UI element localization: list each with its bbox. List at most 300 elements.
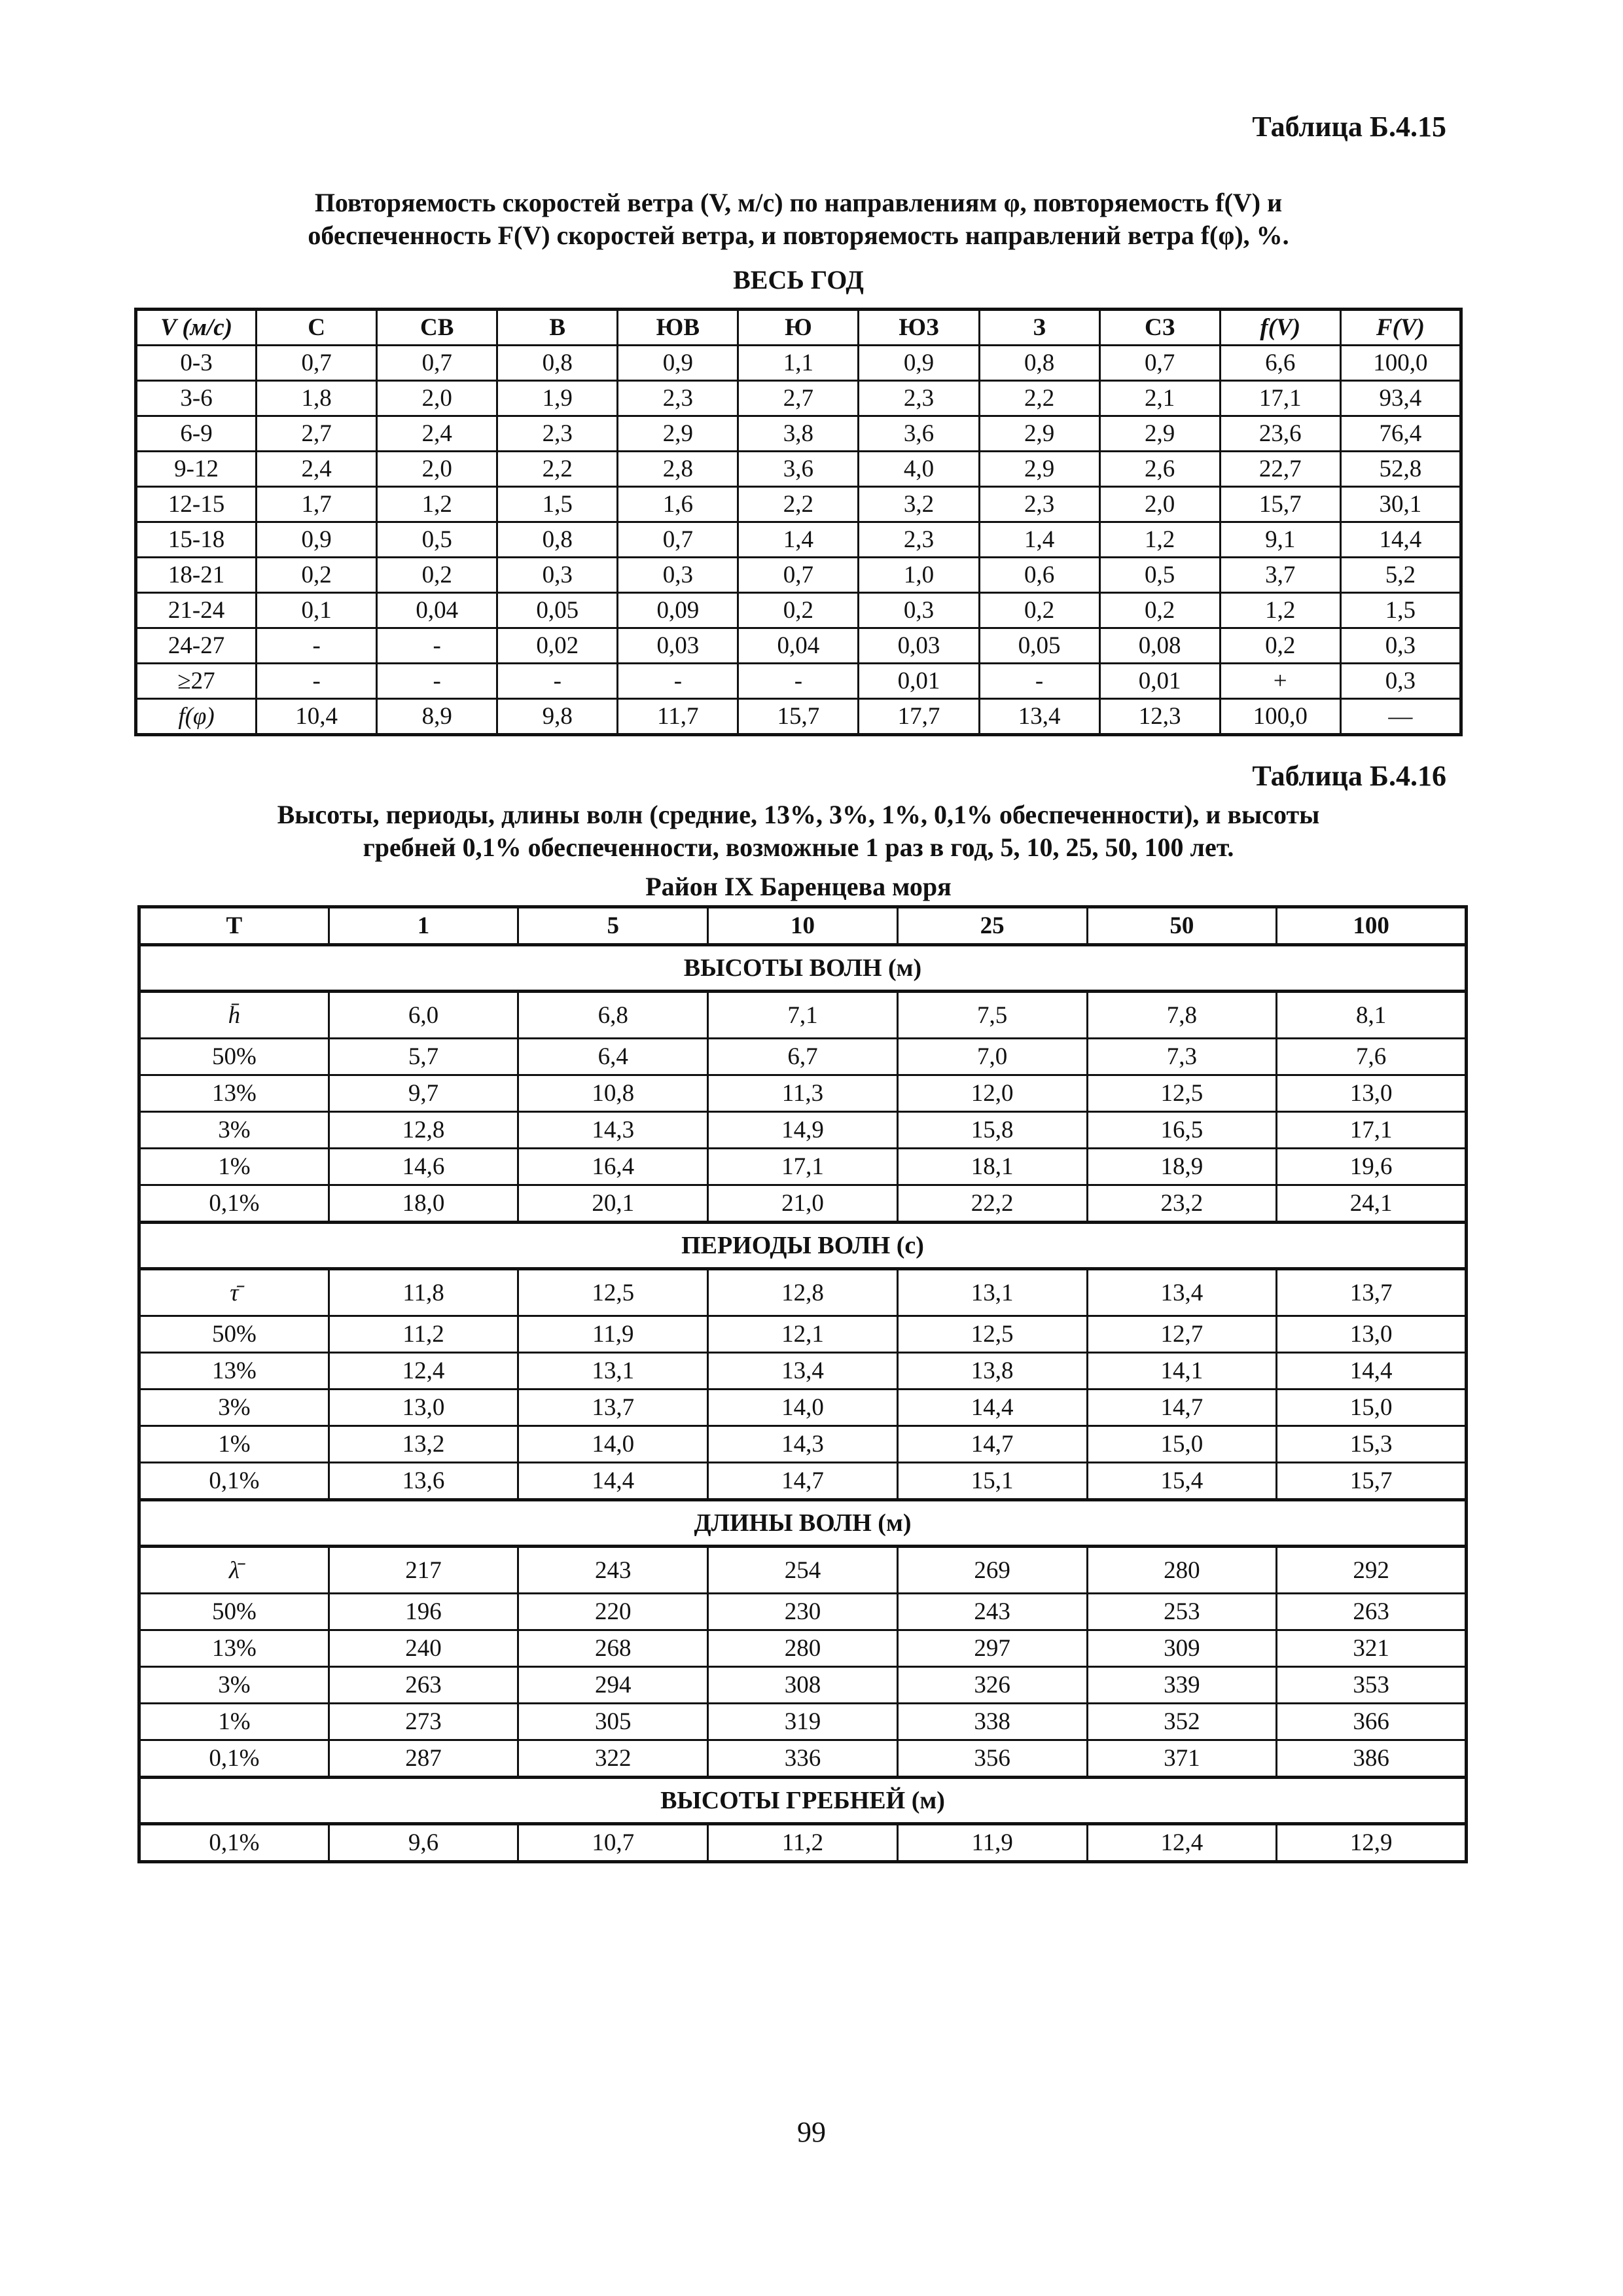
table-cell: 22,2 <box>897 1185 1087 1223</box>
table-cell: 3,7 <box>1220 558 1340 593</box>
table-cell: 2,0 <box>1099 487 1220 522</box>
table-cell: 2,0 <box>377 381 497 416</box>
column-header: ЮЗ <box>859 310 979 346</box>
table-cell: 17,7 <box>859 699 979 735</box>
table-cell: - <box>618 664 738 699</box>
table-cell: 14,4 <box>518 1463 708 1500</box>
table-cell: 240 <box>329 1630 518 1667</box>
table-cell: 6,7 <box>708 1039 898 1075</box>
table-cell: 1,2 <box>1099 522 1220 558</box>
table-cell: 14,7 <box>897 1426 1087 1463</box>
table-cell: 0,5 <box>377 522 497 558</box>
section-title: ВЫСОТЫ ГРЕБНЕЙ (м) <box>139 1778 1467 1824</box>
table-cell: 2,6 <box>1099 452 1220 487</box>
table-row <box>136 487 1461 522</box>
table-cell: 100,0 <box>1340 346 1461 381</box>
table-cell: 1,1 <box>738 346 859 381</box>
table-cell: - <box>257 628 377 664</box>
table-row <box>136 452 1461 487</box>
table-15-label: Таблица Б.4.15 <box>1252 111 1446 143</box>
table-cell: 2,2 <box>497 452 618 487</box>
column-header: 1 <box>329 907 518 945</box>
table-cell: 0,3 <box>497 558 618 593</box>
column-header: 100 <box>1277 907 1467 945</box>
section-title: ВЫСОТЫ ВОЛН (м) <box>139 945 1467 992</box>
table-cell: 308 <box>708 1667 898 1704</box>
row-label: 21-24 <box>136 593 257 628</box>
table-cell: 0,5 <box>1099 558 1220 593</box>
table-cell: 2,8 <box>618 452 738 487</box>
table-row <box>139 1185 1467 1223</box>
column-header: 50 <box>1087 907 1277 945</box>
table-cell: 13,0 <box>329 1390 518 1426</box>
table-cell: 0,3 <box>1340 664 1461 699</box>
column-header: Ю <box>738 310 859 346</box>
table-cell: 2,9 <box>979 452 1099 487</box>
table-cell: 10,4 <box>257 699 377 735</box>
table-cell: 9,1 <box>1220 522 1340 558</box>
table-cell: 12,3 <box>1099 699 1220 735</box>
table-cell: 0,04 <box>377 593 497 628</box>
table-cell: 2,3 <box>859 381 979 416</box>
table-cell: 243 <box>897 1594 1087 1630</box>
table-cell: 0,2 <box>377 558 497 593</box>
table-cell: 5,7 <box>329 1039 518 1075</box>
table-cell: 292 <box>1277 1547 1467 1594</box>
table-cell: 17,1 <box>1220 381 1340 416</box>
row-label: 50% <box>139 1316 329 1353</box>
table-16-caption-line2: гребней 0,1% обеспеченности, возможные 1 раз в год, 5, 10, 25, 50, 100 лет. <box>363 833 1234 862</box>
table-row <box>136 628 1461 664</box>
table-16-label: Таблица Б.4.16 <box>1252 760 1446 792</box>
table-cell: 52,8 <box>1340 452 1461 487</box>
table-cell: 15,0 <box>1277 1390 1467 1426</box>
table-cell: 386 <box>1277 1740 1467 1778</box>
table-cell: 13,0 <box>1277 1316 1467 1353</box>
table-cell: 0,6 <box>979 558 1099 593</box>
row-label: 15-18 <box>136 522 257 558</box>
table-row <box>139 992 1467 1039</box>
row-label: h̄ <box>139 992 329 1039</box>
table-16-caption-line1: Высоты, периоды, длины волн (средние, 13%, 3%, 1%, 0,1% обеспеченности), и высоты <box>277 800 1320 829</box>
table-cell: 12,0 <box>897 1075 1087 1112</box>
table-cell: 339 <box>1087 1667 1277 1704</box>
table-row <box>139 1630 1467 1667</box>
table-cell: 263 <box>329 1667 518 1704</box>
table-row <box>136 416 1461 452</box>
row-label: 13% <box>139 1075 329 1112</box>
table-cell: 3,6 <box>738 452 859 487</box>
table-cell: 18,1 <box>897 1149 1087 1185</box>
table-cell: 93,4 <box>1340 381 1461 416</box>
table-cell: 2,7 <box>738 381 859 416</box>
table-cell: 1,4 <box>979 522 1099 558</box>
table-cell: 19,6 <box>1277 1149 1467 1185</box>
table-16-subtitle: Район IX Баренцева моря <box>645 872 952 901</box>
table-cell: 0,01 <box>859 664 979 699</box>
page-number: 99 <box>797 2116 826 2148</box>
table-cell: 3,6 <box>859 416 979 452</box>
table-cell: 0,2 <box>738 593 859 628</box>
table-cell: 2,7 <box>257 416 377 452</box>
table-cell: 0,05 <box>497 593 618 628</box>
row-label: 13% <box>139 1353 329 1390</box>
row-label: 13% <box>139 1630 329 1667</box>
table-cell: 18,9 <box>1087 1149 1277 1185</box>
table-cell: 2,9 <box>1099 416 1220 452</box>
table-cell: 1,5 <box>497 487 618 522</box>
table-cell: 0,2 <box>1220 628 1340 664</box>
table-cell: 7,8 <box>1087 992 1277 1039</box>
table-cell: 2,2 <box>979 381 1099 416</box>
table-cell: 14,7 <box>1087 1390 1277 1426</box>
row-label: 0,1% <box>139 1463 329 1500</box>
table-cell: 6,6 <box>1220 346 1340 381</box>
column-header: f(V) <box>1220 310 1340 346</box>
table-cell: 321 <box>1277 1630 1467 1667</box>
table-cell: 0,08 <box>1099 628 1220 664</box>
table-cell: 7,5 <box>897 992 1087 1039</box>
table-cell: 0,03 <box>618 628 738 664</box>
table-cell: 14,7 <box>708 1463 898 1500</box>
table-cell: 12,9 <box>1277 1824 1467 1862</box>
row-label: 0,1% <box>139 1185 329 1223</box>
table-row <box>139 1704 1467 1740</box>
table-cell: 294 <box>518 1667 708 1704</box>
table-cell: 1,6 <box>618 487 738 522</box>
table-cell: - <box>377 628 497 664</box>
table-cell: 12,8 <box>329 1112 518 1149</box>
table-cell: 15,0 <box>1087 1426 1277 1463</box>
table-cell: 10,8 <box>518 1075 708 1112</box>
row-label: 6-9 <box>136 416 257 452</box>
table-cell: 20,1 <box>518 1185 708 1223</box>
table-cell: 15,3 <box>1277 1426 1467 1463</box>
column-header: ЮВ <box>618 310 738 346</box>
table-header-row <box>139 907 1467 945</box>
table-15-caption-line1: Повторяемость скоростей ветра (V, м/с) по направлениям φ, повторяемость f(V) и <box>314 188 1283 217</box>
table-cell: 1,8 <box>257 381 377 416</box>
table-cell: 0,7 <box>1099 346 1220 381</box>
table-cell: 13,0 <box>1277 1075 1467 1112</box>
table-16-caption <box>131 798 1466 864</box>
table-cell: 243 <box>518 1547 708 1594</box>
table-row <box>139 1463 1467 1500</box>
table-cell: 100,0 <box>1220 699 1340 735</box>
table-cell: 11,9 <box>518 1316 708 1353</box>
table-cell: 0,1 <box>257 593 377 628</box>
row-label: 24-27 <box>136 628 257 664</box>
table-cell: 13,2 <box>329 1426 518 1463</box>
table-15-caption <box>131 187 1466 252</box>
table-cell: 2,3 <box>979 487 1099 522</box>
row-label: 0,1% <box>139 1740 329 1778</box>
table-cell: 0,3 <box>618 558 738 593</box>
table-cell: 1,2 <box>1220 593 1340 628</box>
table-15-subtitle: ВЕСЬ ГОД <box>733 265 864 295</box>
table-cell: 2,4 <box>377 416 497 452</box>
table-cell: 13,6 <box>329 1463 518 1500</box>
row-label: 0-3 <box>136 346 257 381</box>
table-cell: 254 <box>708 1547 898 1594</box>
table-cell: 2,2 <box>738 487 859 522</box>
table-row <box>139 1149 1467 1185</box>
row-label: ≥27 <box>136 664 257 699</box>
table-cell: 8,1 <box>1277 992 1467 1039</box>
section-title: ПЕРИОДЫ ВОЛН (с) <box>139 1223 1467 1269</box>
table-cell: 14,3 <box>518 1112 708 1149</box>
table-cell: 2,3 <box>618 381 738 416</box>
table-cell: 319 <box>708 1704 898 1740</box>
table-cell: 21,0 <box>708 1185 898 1223</box>
column-header: V (м/с) <box>136 310 257 346</box>
wave-parameters-table <box>137 905 1468 1863</box>
column-header: 5 <box>518 907 708 945</box>
table-cell: 9,8 <box>497 699 618 735</box>
table-cell: 322 <box>518 1740 708 1778</box>
table-row <box>139 1112 1467 1149</box>
table-cell: 220 <box>518 1594 708 1630</box>
table-cell: - <box>257 664 377 699</box>
table-cell: 10,7 <box>518 1824 708 1862</box>
row-label: 9-12 <box>136 452 257 487</box>
table-cell: 280 <box>708 1630 898 1667</box>
table-cell: 13,8 <box>897 1353 1087 1390</box>
column-header: T <box>139 907 329 945</box>
row-label: 1% <box>139 1149 329 1185</box>
table-cell: 1,5 <box>1340 593 1461 628</box>
table-cell: 352 <box>1087 1704 1277 1740</box>
table-cell: 1,9 <box>497 381 618 416</box>
table-row <box>139 1426 1467 1463</box>
table-cell: 7,3 <box>1087 1039 1277 1075</box>
table-cell: 30,1 <box>1340 487 1461 522</box>
table-cell: 12,5 <box>1087 1075 1277 1112</box>
table-cell: 14,6 <box>329 1149 518 1185</box>
table-cell: 196 <box>329 1594 518 1630</box>
table-cell: 0,3 <box>859 593 979 628</box>
section-title: ДЛИНЫ ВОЛН (м) <box>139 1500 1467 1547</box>
table-row <box>139 1547 1467 1594</box>
table-cell: 12,4 <box>1087 1824 1277 1862</box>
table-cell: 269 <box>897 1547 1087 1594</box>
table-cell: 7,6 <box>1277 1039 1467 1075</box>
table-cell: 338 <box>897 1704 1087 1740</box>
table-cell: 14,3 <box>708 1426 898 1463</box>
section-header-row <box>139 1500 1467 1547</box>
table-cell: 0,7 <box>738 558 859 593</box>
table-row <box>139 1740 1467 1778</box>
row-label: 1% <box>139 1426 329 1463</box>
table-cell: 268 <box>518 1630 708 1667</box>
column-header: З <box>979 310 1099 346</box>
table-row <box>139 1269 1467 1316</box>
table-cell: 13,4 <box>979 699 1099 735</box>
table-cell: 12,5 <box>897 1316 1087 1353</box>
table-cell: 12,7 <box>1087 1316 1277 1353</box>
table-cell: 0,09 <box>618 593 738 628</box>
table-cell: 309 <box>1087 1630 1277 1667</box>
table-cell: 371 <box>1087 1740 1277 1778</box>
table-cell: 5,2 <box>1340 558 1461 593</box>
table-cell: 13,4 <box>1087 1269 1277 1316</box>
table-cell: 2,0 <box>377 452 497 487</box>
column-header: 10 <box>708 907 898 945</box>
table-cell: 0,02 <box>497 628 618 664</box>
table-cell: 15,7 <box>1277 1463 1467 1500</box>
table-cell: 12,4 <box>329 1353 518 1390</box>
table-cell: 230 <box>708 1594 898 1630</box>
table-cell: - <box>377 664 497 699</box>
table-cell: 12,8 <box>708 1269 898 1316</box>
table-cell: 18,0 <box>329 1185 518 1223</box>
table-cell: 2,3 <box>497 416 618 452</box>
column-header: 25 <box>897 907 1087 945</box>
table-cell: 6,0 <box>329 992 518 1039</box>
table-cell: 14,4 <box>897 1390 1087 1426</box>
table-cell: 2,9 <box>618 416 738 452</box>
table-cell: 23,6 <box>1220 416 1340 452</box>
table-row <box>136 346 1461 381</box>
table-cell: - <box>497 664 618 699</box>
table-cell: 15,4 <box>1087 1463 1277 1500</box>
table-cell: 13,1 <box>897 1269 1087 1316</box>
wind-speed-table <box>134 308 1463 736</box>
table-cell: 22,7 <box>1220 452 1340 487</box>
table-row <box>136 593 1461 628</box>
section-header-row <box>139 1223 1467 1269</box>
table-cell: 11,7 <box>618 699 738 735</box>
table-cell: 11,3 <box>708 1075 898 1112</box>
table-row <box>139 1824 1467 1862</box>
table-cell: 6,8 <box>518 992 708 1039</box>
row-label: τ̄ <box>139 1269 329 1316</box>
row-label: 18-21 <box>136 558 257 593</box>
table-row <box>139 1594 1467 1630</box>
table-cell: 14,4 <box>1340 522 1461 558</box>
table-cell: 7,1 <box>708 992 898 1039</box>
table-cell: 13,1 <box>518 1353 708 1390</box>
table-cell: 0,8 <box>497 346 618 381</box>
table-header-row <box>136 310 1461 346</box>
table-row <box>136 381 1461 416</box>
row-label: 50% <box>139 1039 329 1075</box>
table-cell: 8,9 <box>377 699 497 735</box>
table-cell: 76,4 <box>1340 416 1461 452</box>
table-cell: 17,1 <box>708 1149 898 1185</box>
table-row <box>139 1316 1467 1353</box>
table-cell: 217 <box>329 1547 518 1594</box>
table-cell: 353 <box>1277 1667 1467 1704</box>
table-cell: 15,7 <box>1220 487 1340 522</box>
table-cell: 3,2 <box>859 487 979 522</box>
table-cell: 2,4 <box>257 452 377 487</box>
row-label: 3% <box>139 1390 329 1426</box>
table-cell: + <box>1220 664 1340 699</box>
table-cell: 356 <box>897 1740 1087 1778</box>
table-cell: 11,9 <box>897 1824 1087 1862</box>
table-cell: 6,4 <box>518 1039 708 1075</box>
table-cell: 1,7 <box>257 487 377 522</box>
column-header: СЗ <box>1099 310 1220 346</box>
table-cell: 0,7 <box>618 522 738 558</box>
table-cell: 263 <box>1277 1594 1467 1630</box>
section-header-row <box>139 945 1467 992</box>
table-cell: 14,0 <box>708 1390 898 1426</box>
table-row <box>139 1667 1467 1704</box>
table-cell: 15,7 <box>738 699 859 735</box>
table-cell: 326 <box>897 1667 1087 1704</box>
table-cell: 3,8 <box>738 416 859 452</box>
table-row <box>136 558 1461 593</box>
row-label: 50% <box>139 1594 329 1630</box>
table-cell: 1,2 <box>377 487 497 522</box>
table-cell: 15,8 <box>897 1112 1087 1149</box>
table-cell: 0,2 <box>979 593 1099 628</box>
table-cell: 14,0 <box>518 1426 708 1463</box>
table-cell: 0,03 <box>859 628 979 664</box>
table-cell: 1,4 <box>738 522 859 558</box>
table-cell: 15,1 <box>897 1463 1087 1500</box>
table-cell: 287 <box>329 1740 518 1778</box>
table-cell: 17,1 <box>1277 1112 1467 1149</box>
table-cell: 24,1 <box>1277 1185 1467 1223</box>
table-cell: 2,1 <box>1099 381 1220 416</box>
table-cell: 0,7 <box>257 346 377 381</box>
table-cell: 0,7 <box>377 346 497 381</box>
table-cell: 297 <box>897 1630 1087 1667</box>
table-cell: 0,05 <box>979 628 1099 664</box>
table-cell: 12,1 <box>708 1316 898 1353</box>
table-cell: 0,01 <box>1099 664 1220 699</box>
table-cell: 14,4 <box>1277 1353 1467 1390</box>
table-cell: 2,3 <box>859 522 979 558</box>
table-cell: 11,2 <box>329 1316 518 1353</box>
table-cell: 305 <box>518 1704 708 1740</box>
table-cell: — <box>1340 699 1461 735</box>
table-row <box>136 664 1461 699</box>
row-label: λ̄ <box>139 1547 329 1594</box>
table-cell: 253 <box>1087 1594 1277 1630</box>
column-header: С <box>257 310 377 346</box>
table-cell: 7,0 <box>897 1039 1087 1075</box>
row-label: 3-6 <box>136 381 257 416</box>
row-label: 12-15 <box>136 487 257 522</box>
table-row <box>139 1390 1467 1426</box>
table-cell: 13,7 <box>1277 1269 1467 1316</box>
column-header: F(V) <box>1340 310 1461 346</box>
section-header-row <box>139 1778 1467 1824</box>
table-cell: 12,5 <box>518 1269 708 1316</box>
table-row <box>139 1353 1467 1390</box>
table-cell: 0,3 <box>1340 628 1461 664</box>
table-cell: 366 <box>1277 1704 1467 1740</box>
table-cell: - <box>979 664 1099 699</box>
column-header: СВ <box>377 310 497 346</box>
table-row <box>139 1075 1467 1112</box>
table-cell: 0,8 <box>497 522 618 558</box>
table-cell: 0,9 <box>859 346 979 381</box>
table-cell: 0,04 <box>738 628 859 664</box>
row-label: f(φ) <box>136 699 257 735</box>
table-cell: 280 <box>1087 1547 1277 1594</box>
table-cell: 0,9 <box>618 346 738 381</box>
row-label: 1% <box>139 1704 329 1740</box>
table-row <box>136 522 1461 558</box>
table-cell: 14,1 <box>1087 1353 1277 1390</box>
table-row <box>136 699 1461 735</box>
table-cell: 0,2 <box>1099 593 1220 628</box>
